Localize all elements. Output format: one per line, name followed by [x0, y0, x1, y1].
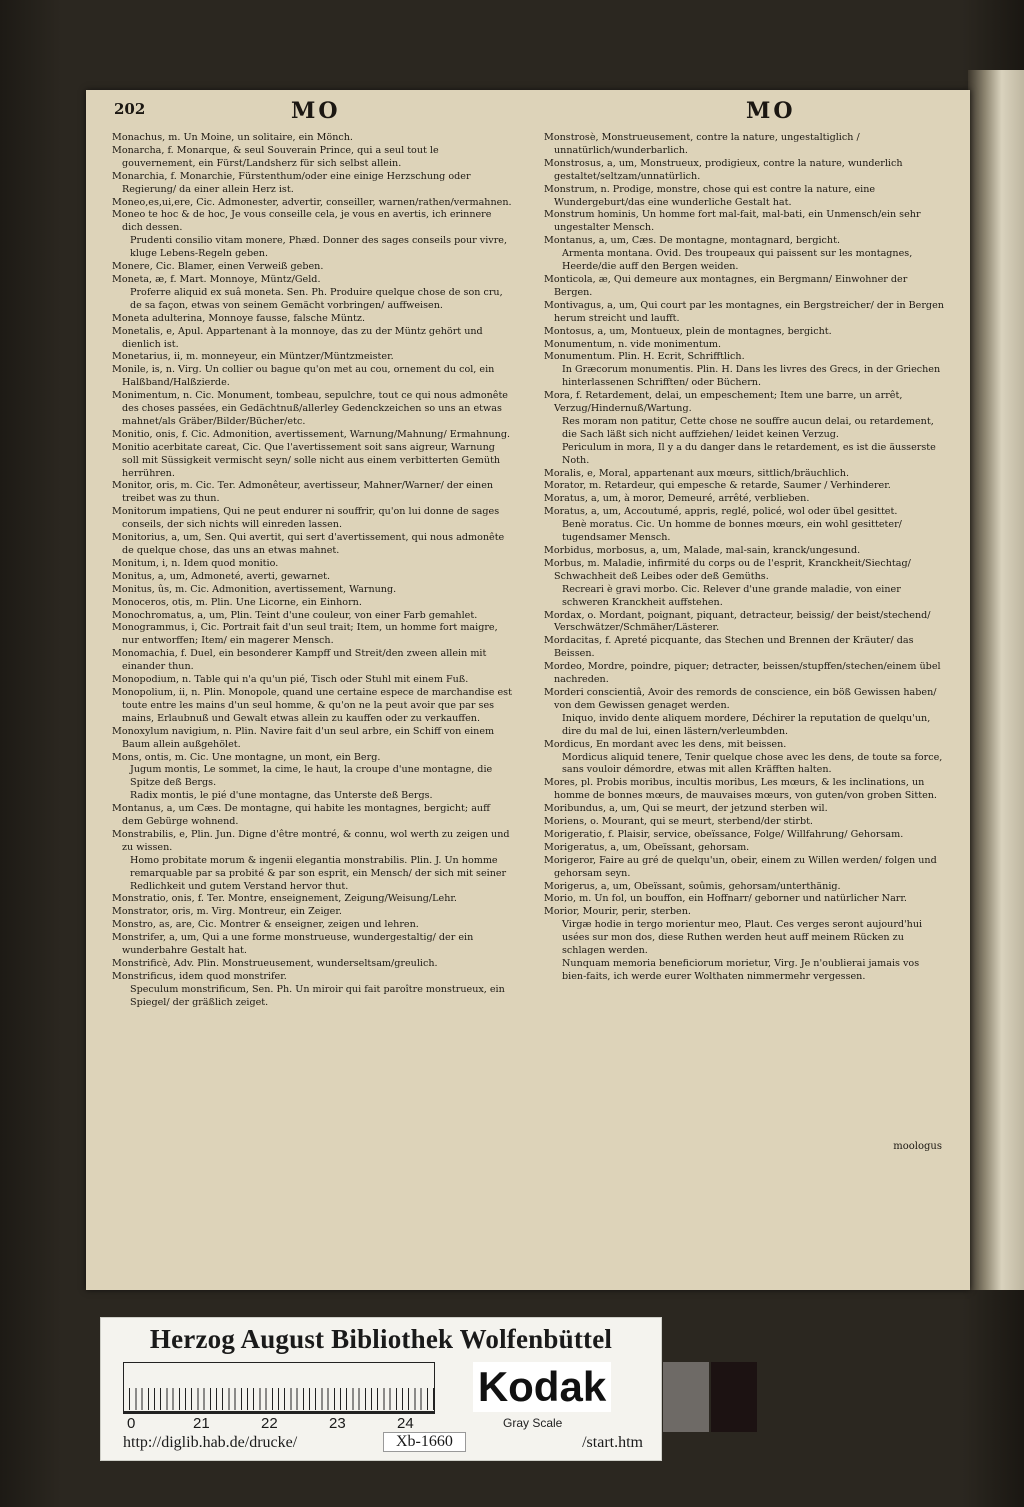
- dictionary-entry: Monere, Cic. Blamer, einen Verweiß geben.: [112, 261, 324, 273]
- dictionary-entry: Monimentum, n. Cic. Monument, tombeau, sepulchre, tout ce qui nous admonête des choses passées, ein Gedächtnuß/allerley Gedenckzeichen so uns an etwas mahnet/als Gräber/Bilder/Bücher/etc.: [112, 390, 508, 427]
- dictionary-entry: Morbus, m. Maladie, infirmité du corps ou de l'esprit, Kranckheit/Siechtag/ Schwachheit deß Leibes oder deß Gemüths.: [544, 557, 911, 582]
- dictionary-entry: Morigeratus, a, um, Obeïssant, gehorsam.: [544, 841, 750, 853]
- right-column: [544, 132, 944, 984]
- dictionary-entry: Monumentum. Plin. H. Ecrit, Schrifftlich.: [544, 351, 745, 363]
- gray-swatch: [663, 1362, 709, 1432]
- dictionary-entry: Montivagus, a, um, Qui court par les montagnes, ein Bergstreicher/ der in Bergen herum streicht und laufft.: [544, 299, 944, 324]
- dictionary-entry: Monoxylum navigium, n. Plin. Navire fait d'un seul arbre, ein Schiff von einem Baum allein außgehölet.: [112, 725, 495, 750]
- dictionary-entry: Benè moratus. Cic. Un homme de bonnes mœurs, ein wohl gesitteter/ tugendsamer Mensch.: [562, 519, 902, 544]
- ruler-label: 24: [397, 1415, 414, 1432]
- catchword: moologus: [893, 1141, 942, 1152]
- dictionary-entry: Monopolium, ii, n. Plin. Monopole, quand une certaine espece de marchandise est toute entre les mains d'un seul homme, & qu'on ne la peut avoir que par ses mains, Erlaubnuß und Gewalt etwas allein zu kauffen oder zu verkauffen.: [112, 686, 512, 724]
- ruler-label: 23: [329, 1415, 346, 1432]
- running-head-right: MO: [746, 98, 796, 124]
- dictionary-entry: Monstro, as, are, Cic. Montrer & enseigner, zeigen und lehren.: [112, 919, 419, 931]
- library-banner: [100, 1317, 662, 1461]
- left-column: [112, 132, 512, 1010]
- dictionary-entry: Monarchia, f. Monarchie, Fürstenthum/oder eine einige Herzschung oder Regierung/ da einer allein Herz ist.: [112, 170, 471, 195]
- dictionary-entry: Morderi conscientiâ, Avoir des remords de conscience, ein böß Gewissen haben/ von dem Gewissen genaget werden.: [544, 686, 937, 711]
- dictionary-entry: Proferre aliquid ex suâ moneta. Sen. Ph. Produire quelque chose de son cru, de sa façon, etwas von seinem Gemächt vorbringen/ auffweisen.: [130, 286, 503, 311]
- dictionary-entry: Moralis, e, Moral, appartenant aux mœurs, sittlich/bräuchlich.: [544, 467, 850, 479]
- dictionary-entry: Montanus, a, um, Cæs. De montagne, montagnard, bergicht.: [544, 235, 841, 247]
- banner-title: Herzog August Bibliothek Wolfenbüttel: [149, 1324, 613, 1354]
- dictionary-entry: Mora, f. Retardement, delai, un empeschement; Item une barre, un arrêt, Verzug/Hindernuß/Wartung.: [544, 390, 903, 415]
- dictionary-entry: Mordacitas, f. Apreté picquante, das Stechen und Brennen der Kräuter/ das Beissen.: [544, 635, 914, 660]
- dictionary-entry: Radix montis, le pié d'une montagne, das Unterste deß Bergs.: [130, 790, 433, 802]
- dictionary-entry: Monomachia, f. Duel, ein besonderer Kampff und Streit/den zween allein mit einander thun.: [112, 648, 487, 673]
- dictionary-entry: Morigeratio, f. Plaisir, service, obeïssance, Folge/ Willfahrung/ Gehorsam.: [544, 828, 904, 840]
- dictionary-entry: Monitum, i, n. Idem quod monitio.: [112, 557, 279, 569]
- dictionary-entry: Monarcha, f. Monarque, & seul Souverain Prince, qui a seul tout le gouvernement, ein Fürst/Landsherz für sich selbst allein.: [112, 144, 439, 169]
- dictionary-entry: Monstratio, onis, f. Ter. Montre, enseignement, Zeigung/Weisung/Lehr.: [112, 893, 457, 905]
- dictionary-entry: Monile, is, n. Virg. Un collier ou bague qu'on met au cou, ornement du col, ein Halßband/Halßzierde.: [112, 364, 495, 389]
- dictionary-entry: Jugum montis, Le sommet, la cime, le haut, la croupe d'une montagne, die Spitze deß Bergs.: [130, 764, 493, 789]
- dictionary-entry: Monitus, ûs, m. Cic. Admonition, avertissement, Warnung.: [112, 583, 397, 595]
- dictionary-entry: Monstrifer, a, um, Qui a une forme monstrueuse, wundergestaltig/ der ein wunderbahre Gestalt hat.: [112, 932, 474, 957]
- dictionary-entry: Speculum monstrificum, Sen. Ph. Un miroir qui fait paroître monstrueux, ein Spiegel/ der gräßlich zeiget.: [130, 983, 505, 1008]
- ruler-ticks: [123, 1362, 435, 1414]
- dictionary-entry: Monogrammus, i, Cic. Portrait fait d'un seul trait; Item, un homme fort maigre, nur entworffen; Item/ ein magerer Mensch.: [112, 622, 498, 647]
- dictionary-entry: Monstrum, n. Prodige, monstre, chose qui est contre la nature, eine Wundergeburt/das eine wunderliche Gestalt hat.: [544, 183, 876, 208]
- ruler-label: 22: [261, 1415, 278, 1432]
- dictionary-entry: Moriens, o. Mourant, qui se meurt, sterbend/der stirbt.: [544, 816, 813, 828]
- dictionary-entry: Iniquo, invido dente aliquem mordere, Déchirer la reputation de quelqu'un, dire du mal de lui, einen lästern/verleumbden.: [562, 712, 931, 737]
- dictionary-entry: Mordicus, En mordant avec les dens, mit beissen.: [544, 738, 787, 750]
- dictionary-entry: Monitorum impatiens, Qui ne peut endurer ni souffrir, qu'on lui donne de sages conseils, der sich nichts will einreden lassen.: [112, 506, 500, 531]
- dictionary-entry: Monstrabilis, e, Plin. Jun. Digne d'être montré, & connu, wol werth zu zeigen und zu wissen.: [112, 828, 510, 853]
- dictionary-entry: Morator, m. Retardeur, qui empesche & retarde, Saumer / Verhinderer.: [544, 480, 891, 492]
- dictionary-entry: Mores, pl. Probis moribus, incultis moribus, Les mœurs, & les inclinations, un homme de bonnes mœurs, de mauvaises mœurs, von guten/von groben Sitten.: [544, 777, 937, 802]
- dictionary-entry: Monetalis, e, Apul. Appartenant à la monnoye, das zu der Müntz gehört und dienlich ist.: [112, 325, 483, 350]
- start-link[interactable]: /start.htm: [582, 1434, 643, 1451]
- dictionary-entry: Moneta, æ, f. Mart. Monnoye, Müntz/Geld.: [112, 273, 321, 285]
- dictionary-entry: Monticola, æ, Qui demeure aux montagnes, ein Bergmann/ Einwohner der Bergen.: [544, 273, 908, 298]
- dictionary-entry: Armenta montana. Ovid. Des troupeaux qui paissent sur les montagnes, Heerde/die auff den Bergen weiden.: [562, 248, 913, 273]
- page-number: 202: [114, 100, 146, 118]
- kodak-logo: Kodak: [473, 1362, 611, 1412]
- dictionary-entry: Monoceros, otis, m. Plin. Une Licorne, ein Einhorn.: [112, 596, 362, 608]
- dictionary-entry: Mordax, o. Mordant, poignant, piquant, detracteur, beissig/ der beist/stechend/ Verschwätzer/Schmäher/Lästerer.: [544, 609, 931, 634]
- dictionary-entry: Monitio, onis, f. Cic. Admonition, avertissement, Warnung/Mahnung/ Ermahnung.: [112, 428, 511, 440]
- dictionary-entry: Monstrosus, a, um, Monstrueux, prodigieux, contre la nature, wunderlich gestaltet/seltzam/unnatürlich.: [544, 157, 903, 182]
- dictionary-entry: Montanus, a, um Cæs. De montagne, qui habite les montagnes, bergicht; auff dem Gebürge wohnend.: [112, 803, 490, 828]
- dictionary-entry: Mordicus aliquid tenere, Tenir quelque chose avec les dens, de toute sa force, sans vouloir démordre, etwas mit allen Kräfften halten.: [562, 751, 943, 776]
- dictionary-entry: Moratus, a, um, Accoutumé, appris, reglé, policé, wol oder übel gesittet.: [544, 506, 898, 518]
- dictionary-entry: Morio, m. Un fol, un bouffon, ein Hoffnarr/ geborner und natürlicher Narr.: [544, 893, 907, 905]
- dictionary-entry: Virgæ hodie in tergo morientur meo, Plaut. Ces verges seront aujourd'hui usées sur mon dos, diese Ruthen werden heut auff meinem Rücken zu schlagen werden.: [562, 919, 923, 957]
- dictionary-entry: Monitus, a, um, Admoneté, averti, gewarnet.: [112, 570, 331, 582]
- dictionary-entry: Mons, ontis, m. Cic. Une montagne, un mont, ein Berg.: [112, 751, 381, 763]
- dictionary-entry: Monopodium, n. Table qui n'a qu'un pié, Tisch oder Stuhl mit einem Fuß.: [112, 674, 469, 686]
- dark-swatch: [711, 1362, 757, 1432]
- dictionary-entry: Morbidus, morbosus, a, um, Malade, mal-sain, kranck/ungesund.: [544, 545, 861, 556]
- adjacent-page-edge: [968, 70, 1024, 1290]
- dictionary-entry: Prudenti consilio vitam monere, Phæd. Donner des sages conseils pour vivre, kluge Lebens-Regeln geben.: [130, 235, 508, 260]
- ruler-label: 21: [193, 1415, 210, 1432]
- dictionary-entry: Moneo,es,ui,ere, Cic. Admonester, advertir, conseiller, warnen/rathen/vermahnen.: [112, 196, 512, 208]
- dictionary-entry: Res moram non patitur, Cette chose ne souffre aucun delai, ou retardement, die Sach läßt sich nicht auffziehen/ leidet keinen Verzug.: [562, 415, 934, 440]
- dictionary-entry: Morigerus, a, um, Obeïssant, soûmis, gehorsam/unterthänig.: [544, 880, 841, 892]
- ruler-label: 0: [127, 1415, 136, 1432]
- dictionary-entry: Monetarius, ii, m. monneyeur, ein Müntzer/Müntzmeister.: [112, 351, 394, 363]
- dictionary-entry: Montosus, a, um, Montueux, plein de montagnes, bergicht.: [544, 325, 832, 337]
- dictionary-entry: Monochromatus, a, um, Plin. Teint d'une couleur, von einer Farb gemahlet.: [112, 609, 478, 621]
- dictionary-entry: Moneta adulterina, Monnoye fausse, falsche Müntz.: [112, 312, 366, 324]
- dictionary-entry: Nunquam memoria beneficiorum morietur, Virg. Je n'oublierai jamais vos bien-faits, ich werde eurer Wolthaten nimmermehr vergessen.: [562, 958, 920, 982]
- dictionary-entry: Monstrum hominis, Un homme fort mal-fait, mal-bati, ein Unmensch/ein sehr ungestalter Mensch.: [544, 209, 921, 234]
- dictionary-entry: Monstrosè, Monstrueusement, contre la nature, ungestaltiglich / unnatürlich/wunderbarlich.: [544, 132, 860, 156]
- dictionary-entry: Periculum in mora, Il y a du danger dans le retardement, es ist die äusserste Noth.: [562, 441, 936, 466]
- dictionary-entry: Monitorius, a, um, Sen. Qui avertit, qui sert d'avertissement, qui nous admonête de quelque chose, das uns an etwas mahnet.: [112, 532, 505, 556]
- dictionary-entry: Homo probitate morum & ingenii elegantia monstrabilis. Plin. J. Un homme remarquable par sa probité & par son esprit, ein Mensch/ der sich mit seiner Redlichkeit und gutem Verstand hervor thut.: [130, 854, 507, 892]
- dictionary-entry: Monumentum, n. vide monimentum.: [544, 338, 722, 350]
- dictionary-entry: Monitor, oris, m. Cic. Ter. Admonêteur, avertisseur, Mahner/Warner/ der einen treibet was zu thun.: [112, 480, 494, 505]
- dictionary-entry: Moneo te hoc & de hoc, Je vous conseille cela, je vous en avertis, ich erinnere dich dessen.: [112, 209, 492, 234]
- dictionary-entry: Morior, Mourir, perir, sterben.: [544, 906, 691, 918]
- dictionary-entry: Moribundus, a, um, Qui se meurt, der jetzund sterben wil.: [544, 803, 828, 815]
- dictionary-entry: Monachus, m. Un Moine, un solitaire, ein Mönch.: [112, 132, 353, 143]
- running-head-left: MO: [291, 98, 341, 124]
- dictionary-entry: Monstrator, oris, m. Virg. Montreur, ein Zeiger.: [112, 906, 342, 918]
- dictionary-entry: Morigeror, Faire au gré de quelqu'un, obeir, einem zu Willen werden/ folgen und gehorsam seyn.: [544, 854, 937, 879]
- dictionary-entry: Monstrificus, idem quod monstrifer.: [112, 970, 287, 982]
- dictionary-entry: Mordeo, Mordre, poindre, piquer; detracter, beissen/stupffen/stechen/einem übel nachreden.: [544, 661, 941, 686]
- dictionary-entry: In Græcorum monumentis. Plin. H. Dans les livres des Grecs, in der Griechen hinterlassenen Schrifften/ oder Büchern.: [562, 364, 941, 389]
- dictionary-entry: Moratus, a, um, à moror, Demeuré, arrêté, verblieben.: [544, 493, 810, 505]
- dictionary-entry: Monitio acerbitate careat, Cic. Que l'avertissement soit sans aigreur, Warnung soll mit Süssigkeit vermischt seyn/ solle nicht aus einem verbitterten Gemüth herrühren.: [112, 441, 501, 479]
- dictionary-entry: Monstrificè, Adv. Plin. Monstrueusement, wunderseltsam/greulich.: [112, 958, 438, 969]
- banner-footer: [101, 1428, 661, 1458]
- gray-scale-label: Gray Scale: [503, 1416, 563, 1430]
- dictionary-entry: Recreari è gravi morbo. Cic. Relever d'une grande maladie, von einer schweren Kranckheit auffstehen.: [562, 583, 901, 608]
- book-page: [86, 90, 970, 1290]
- shelfmark-label: Xb-1660: [383, 1432, 466, 1452]
- banner-url-link[interactable]: http://diglib.hab.de/drucke/: [123, 1434, 298, 1451]
